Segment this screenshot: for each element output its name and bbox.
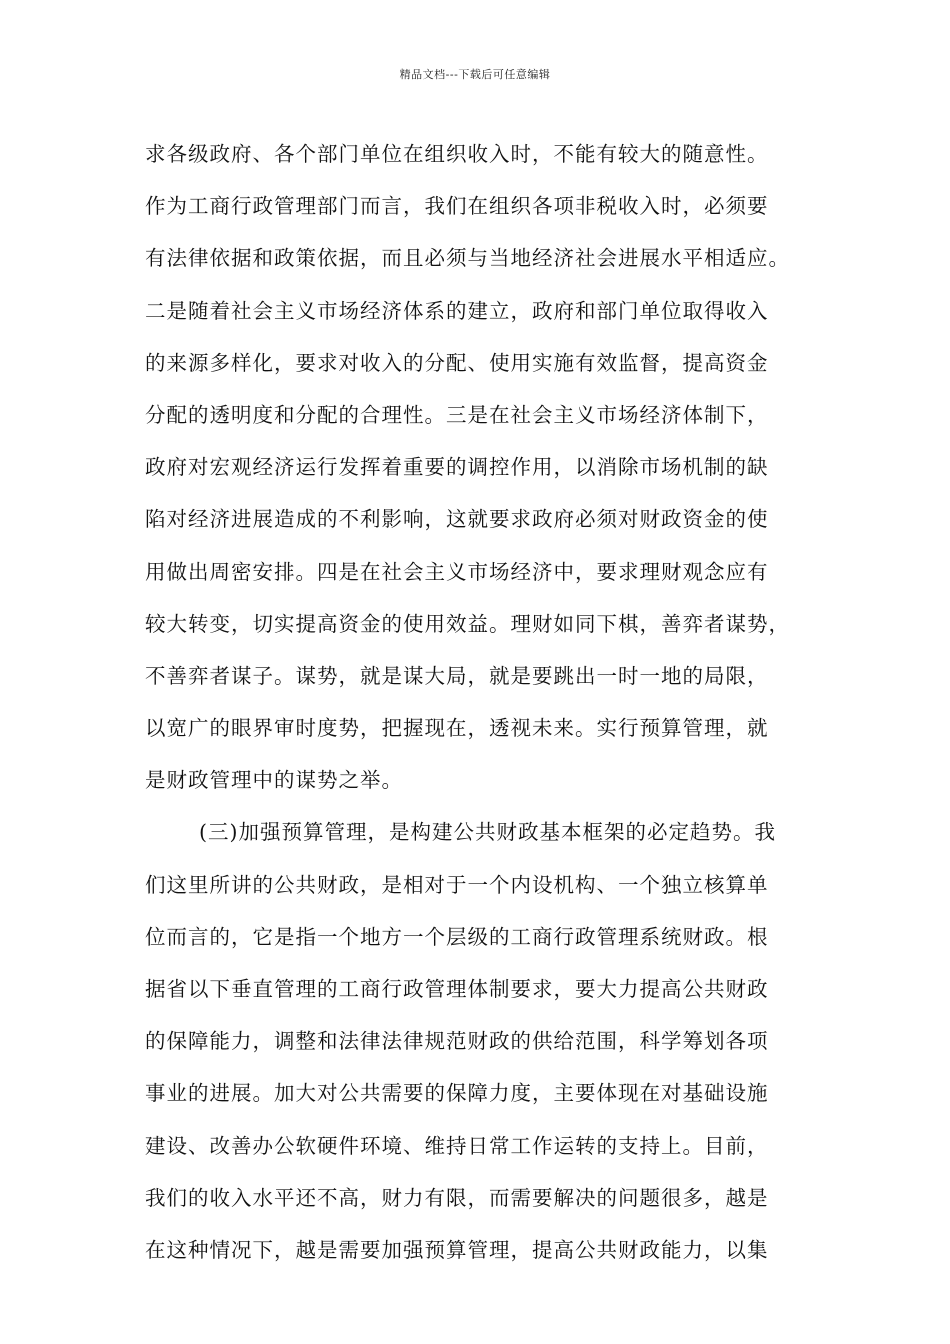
text-line: 事业的进展。加大对公共需要的保障力度，主要体现在对基础设施 — [145, 1081, 769, 1106]
text-line: 求各级政府、各个部门单位在组织收入时，不能有较大的随意性。 — [145, 142, 769, 166]
text-line: 据省以下垂直管理的工商行政管理体制要求，要大力提高公共财政 — [145, 977, 769, 1001]
text-line: 是财政管理中的谋势之举。 — [145, 768, 403, 793]
text-line: 分配的透明度和分配的合理性。三是在社会主义市场经济体制下， — [145, 402, 769, 427]
text-line: 我们的收入水平还不高，财力有限，而需要解决的问题很多，越是 — [145, 1185, 769, 1210]
text-line: 二是随着社会主义市场经济体系的建立，政府和部门单位取得收入 — [145, 298, 769, 323]
document-body — [145, 128, 825, 1276]
text-line: 政府对宏观经济运行发挥着重要的调控作用，以消除市场机制的缺 — [145, 455, 769, 480]
text-line: 以宽广的眼界审时度势，把握现在，透视未来。实行预算管理，就 — [145, 716, 769, 741]
text-line: 们这里所讲的公共财政，是相对于一个内设机构、一个独立核算单 — [145, 872, 769, 897]
text-line: 有法律依据和政策依据，而且必须与当地经济社会进展水平相适应。 — [145, 246, 790, 271]
text-line: 位而言的，它是指一个地方一个层级的工商行政管理系统财政。根 — [145, 924, 769, 949]
text-line: 陷对经济进展造成的不利影响，这就要求政府必须对财政资金的使 — [145, 507, 769, 532]
text-line: 用做出周密安排。四是在社会主义市场经济中，要求理财观念应有 — [145, 559, 769, 584]
text-line: 建设、改善办公软硬件环境、维持日常工作运转的支持上。目前， — [145, 1133, 769, 1158]
text-line: 的来源多样化，要求对收入的分配、使用实施有效监督，提高资金 — [145, 350, 769, 375]
text-line: 在这种情况下，越是需要加强预算管理，提高公共财政能力，以集 — [145, 1237, 769, 1262]
text-line: 作为工商行政管理部门而言，我们在组织各项非税收入时，必须要 — [145, 194, 769, 219]
page-header: 精品文档---下载后可任意编辑 — [399, 68, 551, 81]
text-line: 较大转变，切实提高资金的使用效益。理财如同下棋，善弈者谋势， — [145, 611, 790, 636]
section-heading-line: (三)加强预算管理，是构建公共财政基本框架的必定趋势。我 — [199, 820, 776, 845]
text-line: 的保障能力，调整和法律法律规范财政的供给范围，科学筹划各项 — [145, 1029, 769, 1054]
text-line: 不善弈者谋子。谋势，就是谋大局，就是要跳出一时一地的局限， — [145, 663, 769, 688]
